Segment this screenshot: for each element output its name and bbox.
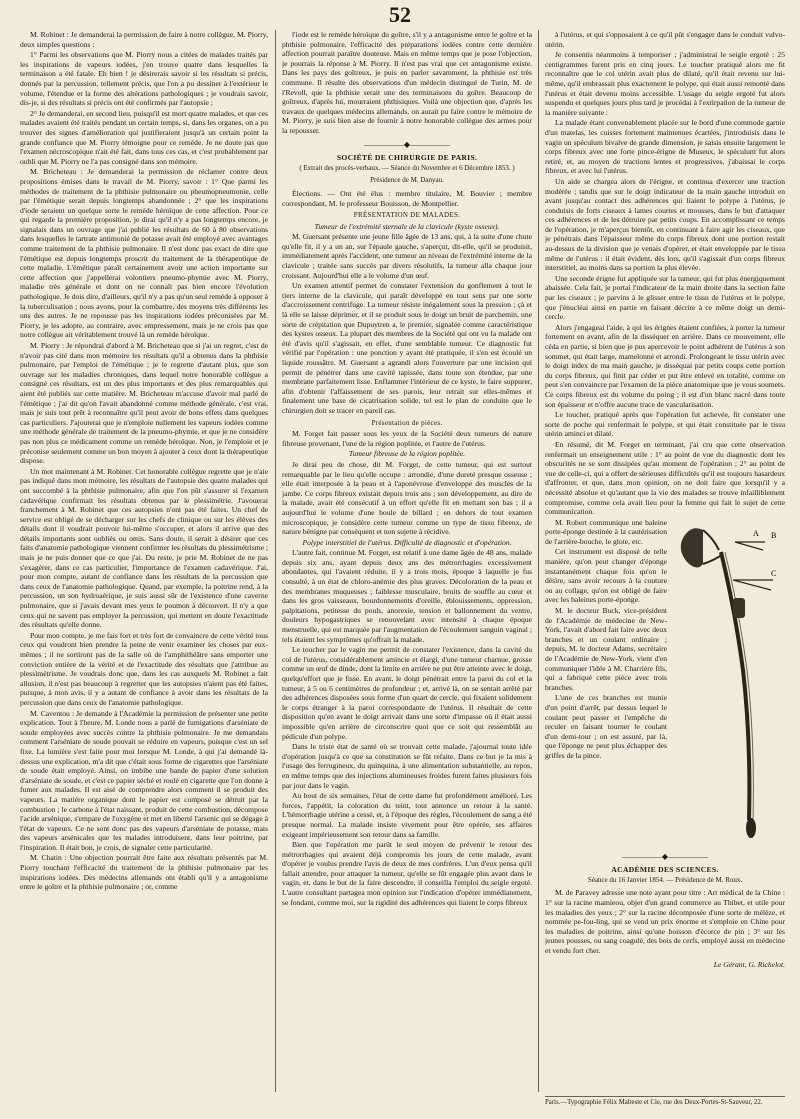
paragraph: Le toucher par le vagin me permit de constater l'existence, dans la cavité du col de l'utérus, considérablement amincie et élargi, d'une tumeur charnue, grosse comme un œuf de dinde, dont la limite en arrière ne put être atteinte avec le doigt, quelqu'effort que je fisse. En avant, le doigt pénétrait entre la paroi du col et la tumeur, à 5 ou 6 centimètres de profondeur ; et, arrivé là, on se sentait arrêté par des adhérences disposées sous forme d'un quart de cercle, qui fixaient solidement le corps étranger à la paroi correspondante de l'utérus. Il résultait de cette disposition qu'en avant le doigt arrivait dans une sorte d'impasse où il était aussi impossible qu'en arrière de circonscrire quoi que ce soit qui ressemblât au pédicule d'un polype. [282,645,532,741]
subsection-title: Tumeur de l'extrémité sternale de la clavicule (kyste osseux). [314,221,500,231]
paragraph: l'iode est le remède héroïque du goître, s'il y a antagonisme entre le goître et la phthisie pulmonaire, l'efficacité des préparations iodées contre cette dernière affection pourrait paraître douteuse. Mais en même temps que je pose l'objection, je pourrais la réponse à M. Piorry. Il n'est pas vrai que cet antagonisme existe. Dans les pays des goîtreux, je puis en parler savamment, la phthisie est très commune. Il résulte des observations d'un médecin distingué de Turin, M. de l'Revoll, que la phthisie serait une des terminaisons du goître. Beaucoup de goîtreux, d'après lui, mourraient phthisiques. Voilà une objection que, d'après les travaux de quelques médecins allemands, on aurait pu faire contre le mémoire de M. Piorry, je suis bien aise de fournir à notre honorable collègue des armes pour la repousser. [282,30,532,135]
section-title: ACADÉMIE DES SCIENCES. [611,865,719,875]
paragraph: Un examen attentif permet de constater l'extension du gonflement à tout le tiers interne de la clavicule, qui paraît développé en tout sens par une sorte d'accroissement centrifuge. La tumeur résiste inégalement sous la pression ; çà et là elle se laisse déprimer, et il se produit sous le doigt un bruit de parchemin, une sorte de crépitation que Dupuytren a, le premier, signalée comme caractéristique des kystes osseux. La plupart des membres de la Société qui ont vu la malade ont été d'avis qu'il s'agissait, en effet, d'une semblable tumeur. Ce diagnostic fut vérifié par l'opération : une ponction y ayant été pratiquée, il s'en est écoulé un liquide roussâtre. M. Guersant a agrandi alors l'ouverture par une incision qui permit de pénétrer dans une cavité tapissée, dans toute son étendue, par une membrane parfaitement lisse. Enflammer l'intérieur de ce kyste, le faire suppurer, afin d'obtenir l'affaissement de ses parois, leur retrait sur elles-mêmes et finalement une base de cicatrisation solide, tel est le plan de conduite que le chirurgien doit se tracer en pareil cas. [282,281,532,415]
section-title: SOCIÉTÉ DE CHIRURGIE DE PARIS. [336,153,478,163]
paragraph: Le toucher, pratiqué après que l'opération fut achevée, fit constater une sorte de poche qui renfermait le polype, et qui était constituée par le tissu utérin aminci et dilaté. [545,410,785,439]
paragraph: Une seconde érigne fut appliquée sur la tumeur, qui fut plus énergiquement abaissée. Cela fait, je portai l'indicateur de la main droite dans la section faite par les ciseaux ; je parvins à le glisser entre le tissu de l'utérus et le polype, que j'énucléai ainsi en partie en faisant décrire à ce même doigt un demi-cercle. [545,273,785,322]
paragraph: Je consentis néanmoins à temporiser ; j'administrai le seigle ergoté : 25 centigrammes furent pris en cinq jours. Le toucher pratiqué alors me fit reconnaître que le col utérin avait plus de dilaté, qu'il était revenu sur lui-même, qu'il embrassait plus exactement le polype, qui était aussi remonté dans l'utérus et était devenu moins accessible. L'usage du seigle ergoté fut alors suspendu et quelques jours plus tard je procédai à l'extirpation de la tumeur de la manière suivante : [545,50,785,117]
subsection-title: Tumeur fibreuse de la région poplitée. [348,449,466,459]
column-1 [20,30,268,1090]
paragraph: Je dirai peu de chose, dit M. Forget, de cette tumeur, qui est surtout remarquable par le lieu qu'elle occupe : arrondie, d'une dureté presque osseuse ; elle était interposée à la peau et à l'aponévrose d'enveloppe des muscles de la jambe. Ce corps fibreux existait depuis trois ans ; son développement, au dire de la malade, avait été consécutif à un effort qu'elle fit en mettant son bas ; il a aujourd'hui le volume d'une boule de billard ; en dehors de tout examen microscopique, je considère cette tumeur comme un type de tissu fibreux, de nature bénigne par conséquent et non sujette à récidive. [282,459,532,537]
paragraph: 2° Je demanderai, en second lieu, puisqu'il est mort quatre malades, et que ces malades avaient été traités pendant un certain temps, si, dans les organes, on a pu trouver des signes d'amélioration qui justifieraient jusqu'à un certain point la grande confiance que M. Piorry témoigne pour ce remède. Je ne doute pas que l'examen nécroscopique n'ait été fait, dans tous ces cas, et c'est probablement par oubli que M. Piorry ne l'a pas consigné dans son mémoire. [20,108,268,166]
figure-label-c: C [771,568,777,578]
subsection-title: PRÉSENTATION DE MALADES. [353,211,461,220]
column-divider [538,30,539,1092]
paragraph: à l'utérus, et qui s'opposaient à ce qu'il pût s'engager dans le conduit vulvo-utérin. [545,30,785,49]
section-session: Séance du 16 Janvier 1854. — Présidence de M. Roux. [587,875,743,884]
paragraph: En résumé, dit M. Forget en terminant, j'ai cru que cette observation renfermait un enseignement utile : 1° au point de vue du diagnostic dont les obscurités ne se sont dissipées qu'au moment de l'opération ; 2° au point de vue de celle-ci, qui a offert de sérieuses difficultés qu'il est toujours hasardeux d'affronter, et que, dans mon opinion, on ne doit faire que lorsqu'il y a nécessité absolue et qu'autant que la vie des malades se trouve infailliblement compromise, comme cela avait lieu pour la femme qui fait le sujet de cette communication. [545,439,785,517]
paragraph: M. le docteur Buck, vice-président de l'Académie de médecine de New-York, l'avait d'abord fait faire avec deux branches et un coulant ordinaire ; depuis, M. le docteur Adams, secrétaire de l'Académie de New-York, vient d'en communiquer l'idée à M. Charrière fils, qui a fabriqué cette pièce avec trois branches. [545,606,667,692]
paragraph: L'une de ces branches est munie d'un point d'arrêt, par dessus lequel le coulant peut passer et l'empêche de reculer en faisant tourner le coulant d'un demi-tour ; on est assuré, par là, que l'éponge ne peut plus échapper des griffes de la pince. [545,693,667,760]
paragraph: M. Caventou : Je demande à l'Académie la permission de présenter une petite explication. Tout à l'heure, M. Londe nous a parlé de fumigations d'arséniate de soude employées avec succès contre la phthisie pulmonaire. Je me demandais comment l'arséniate de soude pouvait se réduire en vapeurs, puisque c'est un sel fixe. La lumière s'est faite pour moi lorsque M. Londe, à qui j'ai demandé là-dessus une explication, m'a dit que c'était sous forme de cigarettes que l'arséniate de soude était employé. Ainsi, on imbibe une bande de papier d'une solution d'arséniate de soude, et c'est ce papier séché et roulé en cigarette que l'on donne à fumer aux malades. Il est aisé de comprendre alors comment il se produit des vapeurs. La matière organique dont le papier est composé se détruit par la combustion ; le carbone à l'état naissant, produit de cette combustion, décompose l'acide arsénique, s'empare de l'oxygène et met en liberté l'arsenic qui se dégage à l'état de vapeurs. Ce ne sont donc pas des vapeurs d'arséniate de potasse, mais des vapeurs arsénicales que les malades introduisent, dans leur poitrine, par l'inspiration. Il était bon, je crois, de signaler cette particularité. [20,708,268,852]
paragraph: M. Chatin : Une objection pourrait être faite aux résultats présentés par M. Piorry touchant l'efficacité du traitement de la phthisie pulmonaire par les inspirations iodées. Des médecins allemands ont établi qu'il y a antagonisme entre le goître et la phthisie pulmonaire ; or, comme [20,853,268,892]
paragraph: Élections. — Ont été élus : membre titulaire, M. Bouvier ; membre correspondant, M. le professeur Bouisson, de Montpellier. [282,188,532,208]
paragraph: M. Guersant présente une jeune fille âgée de 13 ans, qui, à la suite d'une chute qu'elle fit, il y a un an, sur l'épaule gauche, s'aperçut, dit-elle, qu'il se produisit, immédiatement après l'accident, une tumeur au niveau de l'extrémité interne de la clavicule ; traitée sans succès par divers résolutifs, la tumeur alla chaque jour croissant. Aujourd'hui elle a le volume d'un œuf. [282,232,532,280]
section-divider: —————◆————— [621,851,709,861]
paragraph: Au bout de six semaines, l'état de cette dame fut profondément amélioré. Les forces, l'appétit, la coloration du teint, tout annonce un retour à la santé. L'hémorrhagie utérine a cessé, et, à l'époque des règles, l'écoulement de sang a été presque normal. La malade insiste vivement pour être opérée, ses affaires exigeant impérieusement son retour dans sa famille. [282,791,532,839]
subsection-title: Polype interstitiel de l'utérus. Difficulté de diagnostic et d'opération. [302,537,512,547]
paragraph: Dans le triste état de santé où se trouvait cette malade, j'ajournai toute idée d'opération jusqu'à ce que sa constitution se fût refaite. Dans ce but je la mis à l'usage des ferrugineux, du quinquina, à une alimentation substantielle, au repos, en même temps que des injections alumineuses froides furent faites plusieurs fois par jour dans le vagin. [282,742,532,790]
paragraph: M. Robert communique une baleine porte-éponge destinée à la cautérisation de l'arrière-bouche, le glote, etc. [545,517,667,546]
signature: Le Gérant, G. Richelot. [713,959,785,969]
sponge-holder-illustration [673,520,785,850]
column-2 [282,30,532,1090]
paragraph: M. Forget fait passer sous les yeux de la Société deux tumeurs de nature fibreuse provenant, l'une de la région poplitée, et l'autre de l'utérus. [282,429,532,448]
figure-label-a: A [753,528,759,538]
paragraph: M. Robinet : Je demanderai la permission de faire à notre collègue, M. Piorry, deux simples questions : [20,30,268,49]
paragraph: Un mot maintenant à M. Robinet. Cet honorable collègue regrette que je n'aie pas indiqué dans mon mémoire, les résultats de l'autopsie des quatre malades qui ont succombé à la phthisie pulmonaire, afin que l'on pût s'assurer si l'examen cadavérique confirmait les résultats obtenus par le plessimétrie. J'avouerai franchement à M. Robinet que ces autopsies n'ont pas été faites. Un chef de service est obligé de se décharger sur les chefs de clinique ou sur les élèves des détails dont il voudrait pouvoir lui-même s'occuper, et alors il arrive que des détails importants sont oubliés ou omis. Sans doute, il serait à désirer que ces faits d'anatomie pathologique viennent confirmer les résultats du plessimétrisme ; mais je ne puis donner que ce que j'ai. Du reste, je prie M. Robinet de ne pas s'exagérer, dans ce cas particulier, l'importance de l'examen cadavérique. J'ai, pour mon compte, autant de confiance dans les résultats de la percussion que dans ceux de l'anatomie pathologique. Quand, par exemple, la poitrine rend, à la percussion, un son hydroaérique, je suis aussi sûr de l'existence d'une caverne pulmonaire, que si j'avais devant mes yeux le poumon à découvert. Il n'y a que ceux qui ne savent pas employer la percussion, qui mettent en doute l'exactitude des résultats qu'elle donne. [20,466,268,630]
column-3 [545,30,785,1090]
figure-label-b: B [771,530,777,540]
section-president: Présidence de M. Danyau. [370,176,444,185]
section-source: ( Extrait des procès-verbaux. — Séance du Novembre et 6 Décembre 1853. ) [299,163,515,172]
printer-imprint: Paris.—Typographie Félix Malteste et Cie, rue des Deux-Portes-St-Sauveur, 22. [545,1096,785,1106]
paragraph: M. de Paravey adresse une note ayant pour titre : Art médical de la Chine : 1° sur la racine mamieou, objet d'un grand commerce au Thibet, et utile pour les maladies des yeux ; 2° sur la racine décomposée d'une sorte de mélèze, et nommée pe-fou-ling, qui se vend un prix énorme et s'emploie en Chine pour les maladies de poitrine, ainsi qu'une boisson d'écorce de pin ; 3° sur les jeunes pousses, ou sang coagulé, des bois de cerfs, employé aussi en médecine et vendu fort cher. [545,888,785,956]
paragraph: M. Bricheteau : Je demanderai la permission de réclamer contre deux propositions émises dans le travail de M. Piorry, savoir : 1° Que parmi les méthodes de traitement de la phthisie pulmonaire ou pheumopneumonie, celle par l'émétique serait depuis longtemps abandonnée ; 2° que les inspirations d'iode seraient un quelque sorte le remède héroïque de cette affection. Pour ce qui regarde la première proposition, je dirai qu'il n'y a pas longtemps encore, je signalais dans un ouvrage que j'ai publié les résultats de 60 à 80 observations dans lesquelles le tartrate antimonié de potasse avait été employé avec avantages comme traitement de la phthisie pulmonaire. Il n'est donc pas exact de dire que l'émétique est depuis longtemps proscrit du traitement de la thérapeutique de cette maladie. L'émétique paraît certainement avoir une action importante sur cette affection que j'appellerai volontiers pneumo-phymie avec M. Piorry, maladie très générale et dont on ne connaît pas bien encore l'évolution pathologique. Je dois dire, d'ailleurs, qu'il n'y a pas qu'un seul remède à opposer à la tuberculisation ; nous avons, pour la combattre, des moyens très différents les uns des autres. Je ne repousse pas les inspirations iodées préconisées par M. Piorry, je les adopte, au contraire, avec empressement, mais je ne crois pas que notre collègue ait véritablement trouvé là un remède héroïque. [20,167,268,340]
subsection-title: Présentation de pièces. [371,418,443,427]
paragraph: L'autre fait, continue M. Forget, est relatif à une dame âgée de 48 ans, malade depuis six ans, ayant depuis deux ans des métrorrhagies excessivement abondantes, qui l'avaient réduite, il y a trois mois, époque à laquelle je fus consulté, à un état de chloro-anémie des plus graves. Décoloration de la peau et des membranes muqueuses ; faiblesse musculaire, bruits de souffle au cœur et dans les gros vaisseaux, bourdonnements d'oreille, éblouissements, oppression, palpitations, petitesse du pouls, anorexie, tension et ballonnement du ventre, douleurs hypogastriques se renouvelant avec intensité à chaque époque menstruelle, qui est marquée par l'augmentation de l'écoulement sanguin vaginal ; tels étaient les symptômes qu'offrait la malade. [282,548,532,644]
page-number: 52 [389,2,411,27]
paragraph: Pour mon compte, je me fais fort et très fort de convaincre de cette vérité tous ceux qui voudront bien prendre la peine de venir examiner les choses par eux-mêmes ; il ne sortiront pas de la salle où de l'amphithéâtre sans emporter une conviction entière de la vérité et de l'exactitude des résultats que j'attribue au plessimétrisme. Je voudrais donc que, dans les cas auxquels M. Robinet a fait allusion, il n'est pas beaucoup à regretter que les autopsies n'aient pas été faites, puisque, à mon avis, il y a autant de confiance à avoir dans les résultats de la percussion que dans ceux de l'anatomie pathologique. [20,630,268,707]
paragraph: Alors j'engageai l'aide, à qui les érignes étaient confiées, à porter la tumeur fortement en avant, afin de la disséquer en arrière. Dans ce mouvement, elle céda en partie, si bien que je pus apercevoir le point adhérent de l'utérus à son sommet, qui était large, mamelonné et arrondi. Prolongeant le tissu utérin avec le doigt index de ma main gauche, je disséquai par petits coups cette portion du corps fibreux, qui finit par céder et put être enlevé en totalité, comme on peut s'en convaincre par l'examen de la pièce anatomique que je vous soumets. Ce corps fibreux est du volume du poing ; il est d'un blanc nacré dans toute son épaisseur et n'offre aucune trace de vascularisation. [545,322,785,409]
paragraph: Bien que l'opération me parût le seul moyen de prévenir le retour des métrorrhagies qui avaient déjà compromis les jours de cette malade, avant d'opérer je voulus prendre l'avis de deux de mes confrères. L'un d'eux pensa qu'il fallait attendre, pour attaquer la tumeur, qu'elle se fût engagée plus avant dans le vagin, et, dans le but de la faire descendre, il conseilla l'emploi du seigle ergoté. L'autre consultant partagea mon opinion sur l'indication d'opérer immédiatement, se fondant, comme moi, sur la rigidité des adhérences qui liaient le corps fibreux [282,840,532,907]
paragraph: M. Piorry : Je répondrai d'abord à M. Bricheteau que si j'ai un regret, c'est de n'avoir pas cité dans mon mémoire les résultats qu'il a obtenus dans la phthisie pulmonaire, par l'emploi de l'émétique ; je le regrette d'autant plus, que son ouvrage sur les maladies chroniques, dans lequel notre honorable collègue a consigné ces résultats, est un des plus importants et des plus remarquables qui aient été publiés sur cette matière. M. Bricheteau m'accuse d'avoir mal parlé de l'émétique ; j'ai dit qu'on l'avait abandonné comme méthode générale, c'est vrai, mais je suis tout prêt à reconnaître qu'il peut avoir de bons effets dans quelques cas particuliers. J'ajouterai que je n'emploie nullement les vapeurs iodées comme une méthode générale de traitement de la pneumo-phymie, et que je ne considère pas non plus ce médicament comme un remède héroïque. Non, je l'emploie et je préconise seulement comme un bon moyen à ajouter à ceux dont la thérapeutique dispose. [20,341,268,466]
sponge-holder-figure [673,520,785,850]
column-divider [275,30,276,1092]
paragraph: Cet instrument est disposé de telle manière, qu'on peut changer d'éponge instantanément chaque fois qu'on le désire, sans avoir recours à la couture ou au collage, qu'on est obligé de faire avec les baleines porte-éponge. [545,547,667,605]
paragraph: La malade étant convenablement placée sur le bord d'une commode garnie d'un matelas, les cuisses fortement maintenues écartées, j'introduisis dans le vagin un spéculum bivalve de grande dimension, je saisis ensuite largement le corps fibreux avec une forte pince-érigne de Museux, le spéculum fut alors retiré, et, au moyen de tractions lentes et progressives, j'abaissai le corps fibreux, et avec lui l'utérus. [545,118,785,176]
paragraph: Un aide se chargea alors de l'érigne, et continua d'exercer une traction modérée ; tandis que sur le doigt indicateur de la main gauche introduit en avant jusqu'au contact des adhérences qui liaient le polype à l'utérus, je conduisis de forts ciseaux à lames courtes et mousses, dans le but d'attaquer ces adhérences et de les détruire par petits coups. En accomplissant ce temps de l'opération, je m'aperçus bientôt, en continuant à faire agir les ciseaux, que je pénétrais dans l'épaisseur même du corps fibreux dont une portion restait au-dessus de la division que je venais d'opérer, et était enveloppée par le tissu même de l'utérus : il était évident, dès lors, qu'il s'agissait d'un corps fibreux interstitiel, au moins dans sa portion la plus élevée. [545,176,785,273]
paragraph: 1° Parmi les observations que M. Piorry nous a citées de malades traités par les inspirations de vapeurs iodées, j'en trouve quatre dans lesquelles la terminaison a été fatale. Eh bien ! je désirerais savoir si les résultats si précis, donnés par la percussion, tellement précis, que l'on a pu dessiner à l'extérieur le volume, l'étendue et la forme des altérations pathologiques ; je voudrais savoir, dis-je, si des résultats si précis ont été confirmés par l'autopsie ; [20,50,268,108]
section-divider: —————◆————— [363,139,451,149]
